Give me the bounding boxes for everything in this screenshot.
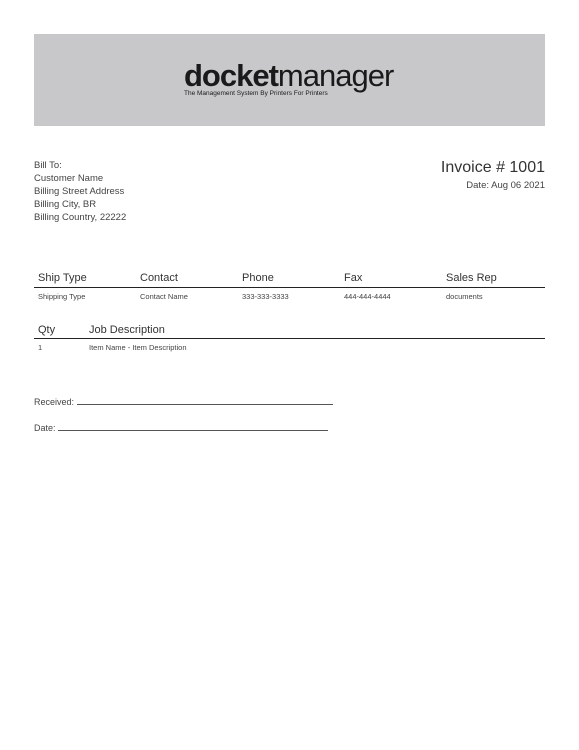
invoice-number: Invoice # 1001: [440, 159, 545, 176]
bill-to-block: [34, 159, 126, 224]
column-header-phone: Phone: [242, 272, 274, 284]
contact-cell: Contact Name: [140, 292, 188, 301]
column-header-fax: Fax: [344, 272, 363, 284]
column-header-sales-rep: Sales Rep: [446, 272, 497, 284]
qty-cell: 1: [38, 343, 43, 352]
received-rule: [77, 395, 333, 405]
bill-to-label: Bill To:: [34, 160, 62, 171]
column-header-ship-type: Ship Type: [38, 272, 87, 284]
phone-cell: 333-333-3333: [242, 292, 289, 301]
sales-rep-cell: documents: [446, 292, 483, 301]
column-header-qty: Qty: [38, 324, 56, 336]
ship-type-cell: Shipping Type: [38, 292, 86, 301]
column-header-contact: Contact: [140, 272, 178, 284]
column-header-job-description: Job Description: [89, 324, 165, 336]
date-label: Date:: [34, 423, 56, 433]
date-signature-line: [34, 421, 328, 434]
fax-cell: 444-444-4444: [344, 292, 391, 301]
billing-street: Billing Street Address: [34, 186, 125, 197]
customer-name: Customer Name: [34, 173, 104, 184]
job-table-header: [34, 323, 545, 339]
docketmanager-logo: [184, 58, 393, 94]
date-rule: [58, 421, 328, 431]
shipping-table-header: [34, 271, 545, 288]
job-description-cell: Item Name - Item Description: [89, 343, 187, 352]
logo-bold-text: docket: [184, 58, 278, 93]
billing-city: Billing City, BR: [34, 199, 97, 210]
shipping-table: [34, 271, 545, 304]
job-table: [34, 323, 545, 355]
logo-tagline: The Management System By Printers For Printers: [184, 90, 328, 97]
table-row: [34, 288, 545, 304]
billing-country: Billing Country, 22222: [34, 212, 127, 223]
received-signature-line: [34, 395, 333, 408]
table-row: [34, 339, 545, 355]
invoice-date: Date: Aug 06 2021: [466, 180, 545, 191]
received-label: Received:: [34, 397, 75, 407]
logo-light-text: manager: [277, 58, 394, 93]
